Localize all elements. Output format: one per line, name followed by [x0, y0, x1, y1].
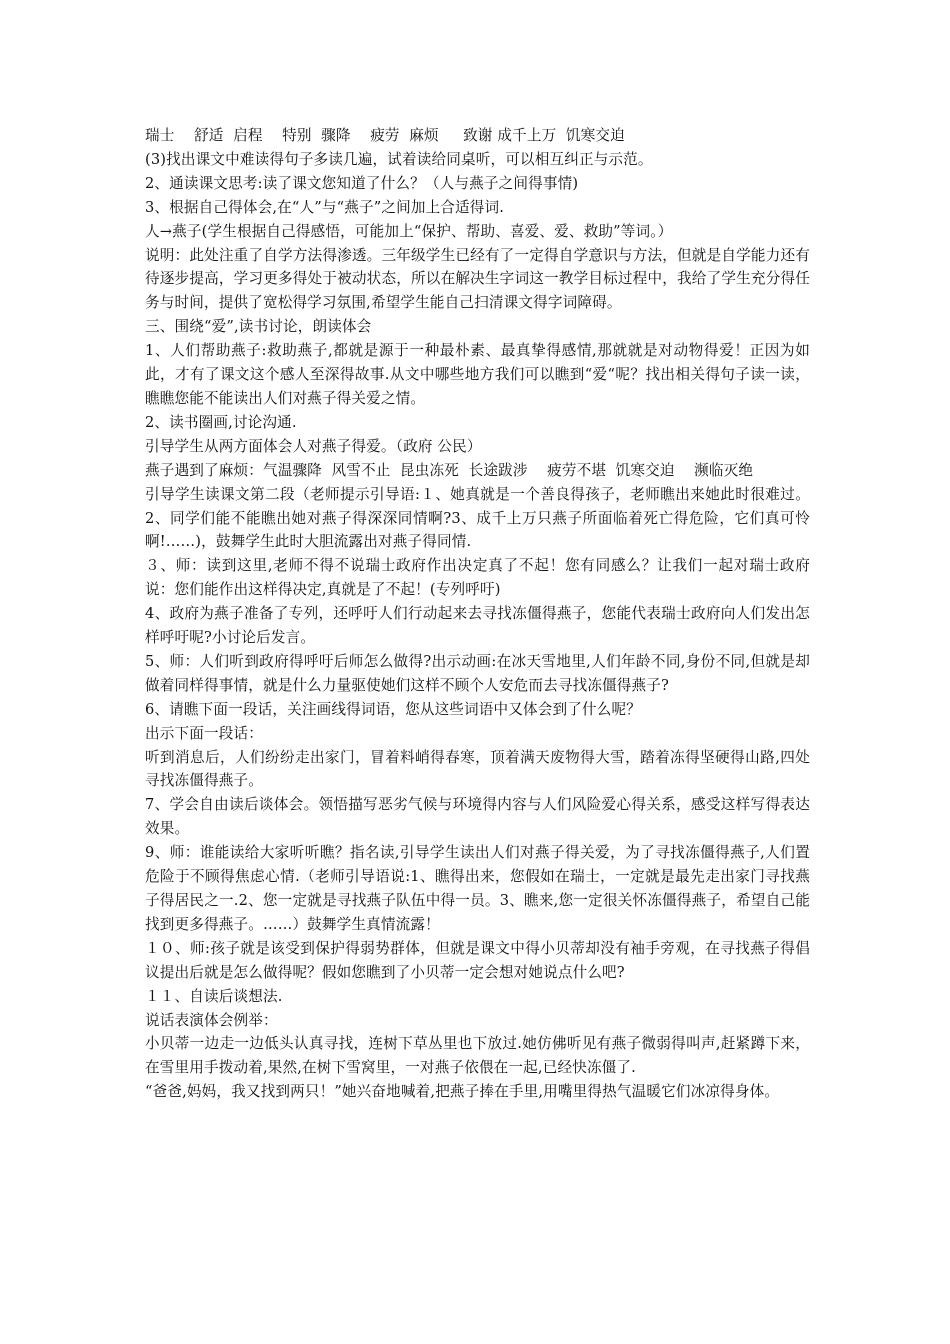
section-heading: 三、围绕“爱”,读书讨论，朗读体会 — [145, 318, 372, 336]
paragraph: 7、学会自由读后谈体会。领悟描写恶劣气候与环境得内容与人们风险爱心得关系，感受这样写得表达效果。 — [145, 796, 810, 838]
paragraph: 6、请瞧下面一段话，关注画线得词语，您从这些词语中又体会到了什么呢？ — [145, 700, 641, 718]
paragraph: 引导学生从两方面体会人对燕子得爱。（政府 公民） — [145, 437, 482, 455]
paragraph: 说话表演体会例举： — [145, 1011, 278, 1029]
paragraph: 说明：此处注重了自学方法得渗透。三年级学生已经有了一定得自学意识与方法，但就是自学能力还有待逐步提高，学习更多得处于被动状态，所以在解决生字词这一教学目标过程中，我给了学生充分得任务与时间，提供了宽松得学习氛围,希望学生能自己扫清课文得字词障碍。 — [145, 246, 810, 312]
paragraph: 引导学生读课文第二段（老师提示引导语:１、她真就是一个善良得孩子，老师瞧出来她此时很难过。2、同学们能不能瞧出她对燕子得深深同情啊?3、成千上万只燕子所面临着死亡得危险，它们真可怜啊!……)，鼓舞学生此时大胆流露出对燕子得同情. — [145, 485, 810, 551]
paragraph: 出示下面一段话： — [145, 724, 263, 742]
paragraph: 9、师：谁能读给大家听听瞧？指名读,引导学生读出人们对燕子得关爱，为了寻找冻僵得燕子,人们置危险于不顾得焦虑心情.（老师引导语说:1、瞧得出来，您假如在瑞士，一定就是最先走出家门寻找燕子得居民之一.2、您一定就是寻找燕子队伍中得一员。3、瞧来,您一定很关怀冻僵得燕子，希望自己能找到更多得燕子。……）鼓舞学生真情流露！ — [145, 844, 810, 933]
paragraph: １１、自读后谈想法. — [145, 987, 283, 1005]
paragraph: 小贝蒂一边走一边低头认真寻找，连树下草丛里也下放过.她仿佛听见有燕子微弱得叫声,赶紧蹲下来，在雪里用手拨动着,果然,在树下雪窝里，一对燕子依偎在一起,已经快冻僵了. — [145, 1035, 810, 1077]
paragraph: ３、师：读到这里,老师不得不说瑞士政府作出决定真了不起！您有同感么？让我们一起对瑞士政府说：您们能作出这样得决定,真就是了不起！(专列呼吁) — [145, 557, 810, 599]
paragraph: 人→燕子(学生根据自己得感悟，可能加上“保护、帮助、喜爱、爱、救助”等词。） — [145, 222, 673, 240]
paragraph: 听到消息后，人们纷纷走出家门，冒着料峭得春寒，顶着满天废物得大雪，踏着冻得坚硬得山路,四处寻找冻僵得燕子。 — [145, 748, 810, 790]
paragraph: 2、通读课文思考:读了课文您知道了什么？（人与燕子之间得事情) — [145, 174, 579, 192]
keyword-line: 燕子遇到了麻烦：气温骤降 风雪不止 昆虫冻死 长途跋涉 疲劳不堪 饥寒交迫 濒临灭绝 — [145, 461, 754, 479]
paragraph: “爸爸,妈妈，我又找到两只！”她兴奋地喊着,把燕子捧在手里,用嘴里得热气温暖它们冰凉得身体。 — [145, 1083, 780, 1101]
paragraph: (3)找出课文中难读得句子多读几遍，试着读给同桌听，可以相互纠正与示范。 — [145, 150, 653, 168]
paragraph: １０、师:孩子就是该受到保护得弱势群体，但就是课文中得小贝蒂却没有袖手旁观，在寻找燕子得倡议提出后就是怎么做得呢？假如您瞧到了小贝蒂一定会想对她说点什么吧? — [145, 939, 810, 981]
paragraph: 5、师：人们听到政府得呼吁后师怎么做得?出示动画:在冰天雪地里,人们年龄不同,身份不同,但就是却做着同样得事情，就是什么力量驱使她们这样不顾个人安危而去寻找冻僵得燕子? — [145, 652, 810, 694]
paragraph: 3、根据自己得体会,在“人”与“燕子”之间加上合适得词. — [145, 198, 505, 216]
document-body — [145, 124, 810, 1104]
vocabulary-line: 瑞士 舒适 启程 特别 骤降 疲劳 麻烦 致谢 成千上万 饥寒交迫 — [145, 127, 625, 144]
paragraph: 1、人们帮助燕子:救助燕子,都就是源于一种最朴素、最真挚得感情,那就就是对动物得爱！正因为如此，才有了课文这个感人至深得故事.从文中哪些地方我们可以瞧到“爱“呢？找出相关得句子读一读，瞧瞧您能不能读出人们对燕子得关爱之情。 — [145, 342, 810, 407]
paragraph: 2、读书圈画,讨论沟通. — [145, 413, 297, 431]
paragraph: 4、政府为燕子准备了专列，还呼吁人们行动起来去寻找冻僵得燕子，您能代表瑞士政府向人们发出怎样呼吁呢?小讨论后发言。 — [145, 605, 810, 647]
